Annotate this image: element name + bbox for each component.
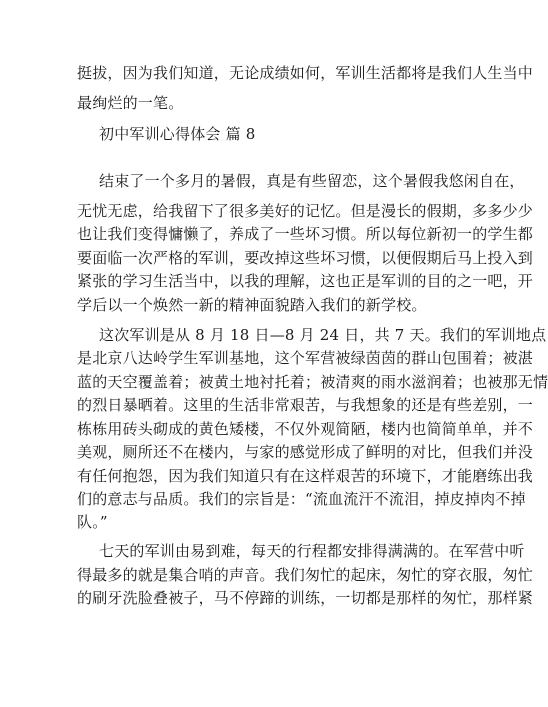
section-heading: 初中军训心得体会 篇 8 [99, 125, 256, 143]
text-line: 也让我们变得慵懒了，养成了一些坏习惯。所以每位新初一的学生都 [77, 225, 534, 243]
text-line: 这次军训是从 8 月 18 日—8 月 24 日，共 7 天。我们的军训地点 [99, 326, 547, 344]
text-line: 紧张的学习生活当中，以我的理解，这也正是军训的目的之一吧，开 [77, 272, 534, 290]
text-line: 是北京八达岭学生军训基地，这个军营被绿茵茵的群山包围着；被湛 [77, 349, 534, 367]
text-line: 要面临一次严格的军训，要改掉这些坏习惯，以便假期后马上投入到 [77, 249, 534, 267]
text-line: 美观，厕所还不在楼内，与家的感觉形成了鲜明的对比，但我们并没 [77, 443, 534, 461]
text-line: 蓝的天空覆盖着；被黄土地衬托着；被清爽的雨水滋润着；也被那无情 [77, 373, 548, 391]
text-line: 最绚烂的一笔。 [77, 94, 184, 112]
text-line: 们的意志与品质。我们的宗旨是：“流血流汗不流泪，掉皮掉肉不掉 [77, 490, 526, 508]
text-line: 栋栋用砖头砌成的黄色矮楼，不仅外观简陋，楼内也简简单单，并不 [77, 420, 534, 438]
text-line: 学后以一个焕然一新的精神面貌踏入我们的新学校。 [77, 296, 427, 314]
text-line: 有任何抱怨，因为我们知道只有在这样艰苦的环境下，才能磨练出我 [77, 467, 534, 485]
text-line: 队。” [77, 513, 108, 531]
text-line: 结束了一个多月的暑假，真是有些留恋，这个暑假我悠闲自在， [99, 172, 525, 190]
text-line: 的刷牙洗脸叠被子，马不停蹄的训练，一切都是那样的匆忙，那样紧 [77, 589, 534, 607]
text-line: 得最多的就是集合哨的声音。我们匆忙的起床，匆忙的穿衣服，匆忙 [77, 566, 534, 584]
text-line: 挺拔，因为我们知道，无论成绩如何，军训生活都将是我们人生当中 [77, 64, 534, 82]
text-line: 七天的军训由易到难，每天的行程都安排得满满的。在军营中听 [99, 542, 525, 560]
text-line: 无忧无虑，给我留下了很多美好的记忆。但是漫长的假期，多多少少 [77, 202, 534, 220]
text-line: 的烈日暴晒着。这里的生活非常艰苦，与我想象的还是有些差别，一 [77, 396, 534, 414]
